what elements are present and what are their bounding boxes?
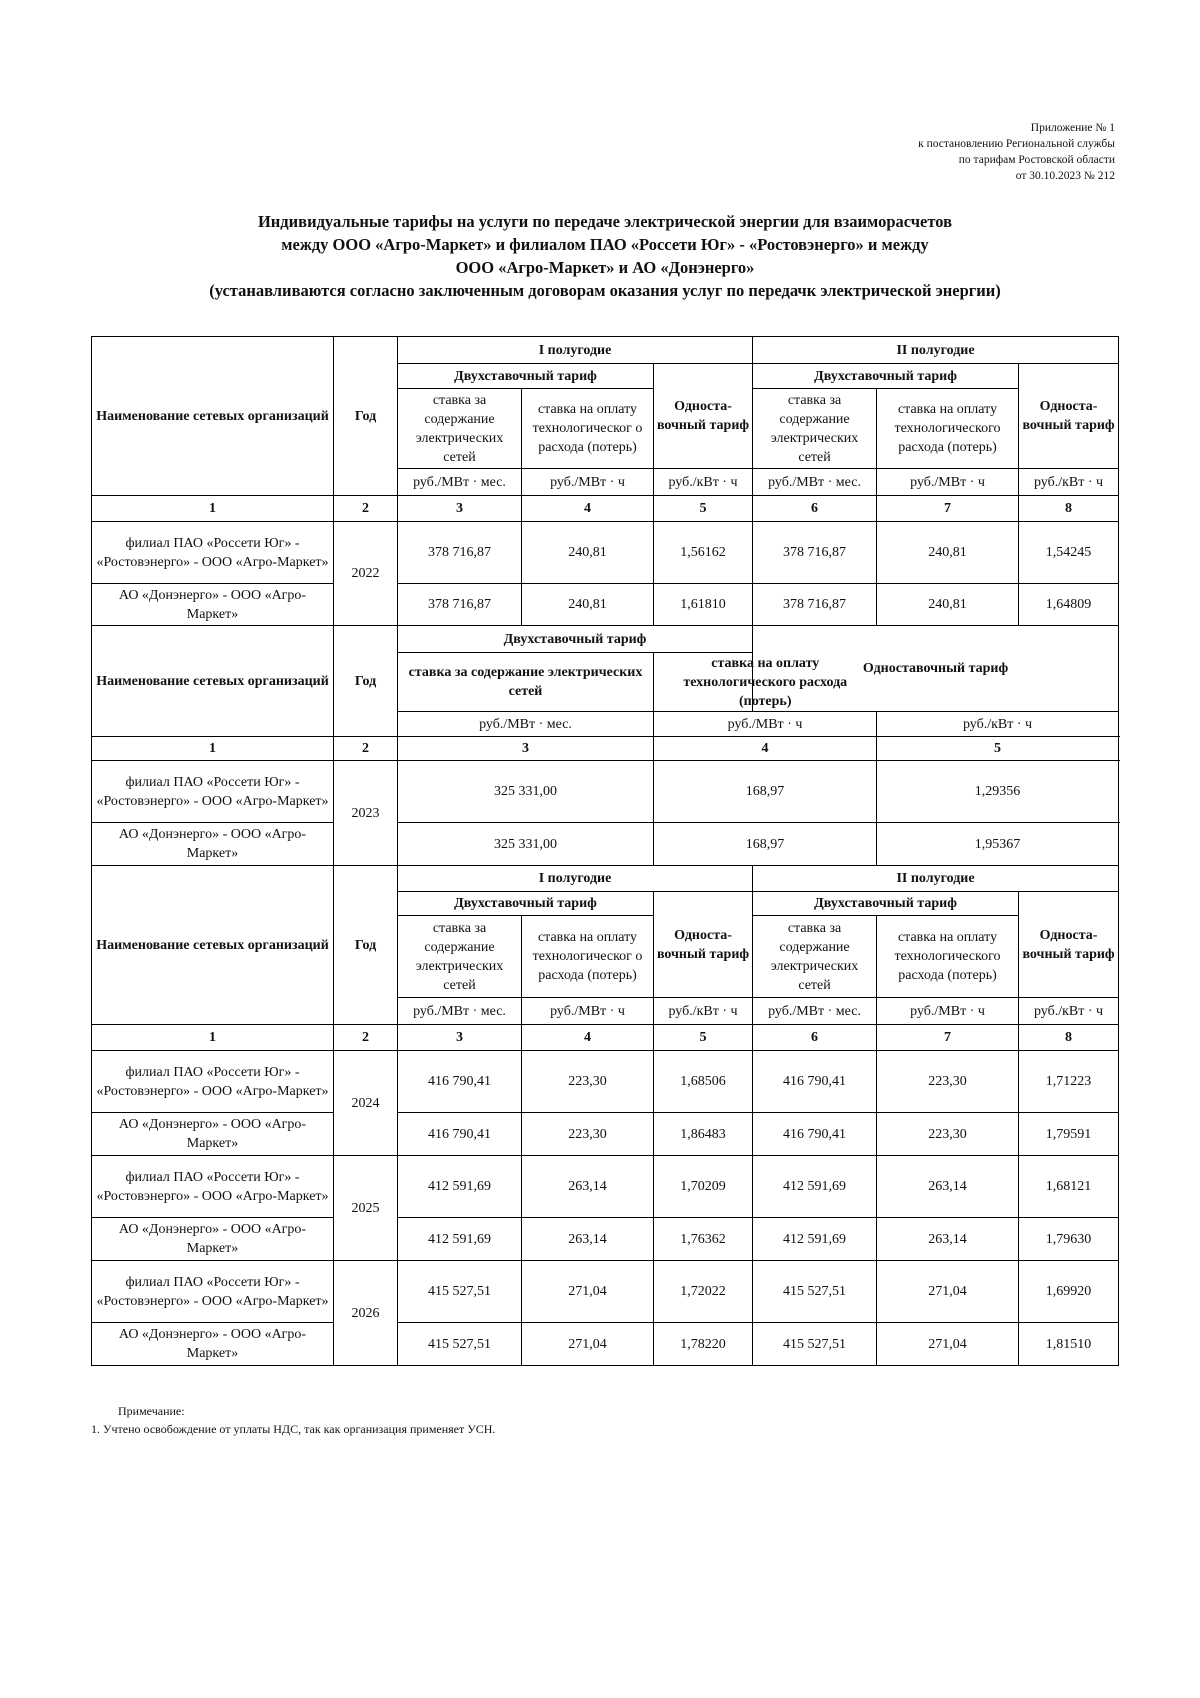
value-cell: 378 716,87 xyxy=(398,522,522,584)
org-name: АО «Донэнерго» - ООО «Агро-Маркет» xyxy=(92,1113,334,1156)
column-number: 3 xyxy=(398,496,522,522)
title-line: (устанавливаются согласно заключенным договорам оказания услуг по передачк электрической энергии) xyxy=(209,281,1001,300)
value-cell: 271,04 xyxy=(877,1323,1019,1366)
column-number: 6 xyxy=(753,496,877,522)
table-row xyxy=(92,1156,1119,1218)
column-number: 7 xyxy=(877,496,1019,522)
org-name: филиал ПАО «Россети Юг» - «Ростовэнерго» - ООО «Агро-Маркет» xyxy=(92,1156,334,1218)
column-number: 1 xyxy=(92,1025,334,1051)
header-maint-rate: ставка за содержание электрических сетей xyxy=(398,389,522,469)
value-cell: 325 331,00 xyxy=(398,823,654,866)
unit-one: руб./кВт · ч xyxy=(1019,469,1119,496)
value-cell: 271,04 xyxy=(522,1261,654,1323)
header-one-rate: Одноставочный тариф xyxy=(753,626,1119,712)
column-number: 3 xyxy=(398,1025,522,1051)
value-cell: 416 790,41 xyxy=(753,1113,877,1156)
value-cell: 415 527,51 xyxy=(398,1261,522,1323)
header-maint-rate: ставка за содержание электрических сетей xyxy=(753,916,877,998)
tariff-table xyxy=(91,336,1119,1366)
header-loss-rate: ставка на оплату технологическог о расхода (потерь) xyxy=(522,389,654,469)
unit-maint: руб./МВт · мес. xyxy=(398,712,654,737)
column-number: 5 xyxy=(654,1025,753,1051)
value-cell: 240,81 xyxy=(877,522,1019,584)
column-number: 3 xyxy=(398,737,654,761)
value-cell: 412 591,69 xyxy=(753,1156,877,1218)
header-two-rate: Двухставочный тариф xyxy=(398,892,654,916)
header-two-rate: Двухставочный тариф xyxy=(398,364,654,389)
value-cell: 1,56162 xyxy=(654,522,753,584)
unit-loss: руб./МВт · ч xyxy=(654,712,877,737)
year-cell: 2023 xyxy=(334,761,398,866)
header-half1: I полугодие xyxy=(398,337,753,364)
column-number: 8 xyxy=(1019,496,1119,522)
header-year: Год xyxy=(334,337,398,496)
value-cell: 240,81 xyxy=(877,584,1019,626)
unit-loss: руб./МВт · ч xyxy=(877,998,1019,1025)
column-number: 1 xyxy=(92,737,334,761)
table-row xyxy=(92,584,1119,626)
value-cell: 1,71223 xyxy=(1019,1051,1119,1113)
org-name: АО «Донэнерго» - ООО «Агро-Маркет» xyxy=(92,1323,334,1366)
value-cell: 240,81 xyxy=(522,522,654,584)
year-cell: 2022 xyxy=(334,522,398,626)
unit-one: руб./кВт · ч xyxy=(654,469,753,496)
value-cell: 1,70209 xyxy=(654,1156,753,1218)
year-cell: 2026 xyxy=(334,1261,398,1366)
header-year: Год xyxy=(334,626,398,737)
value-cell: 263,14 xyxy=(522,1218,654,1261)
value-cell: 378 716,87 xyxy=(398,584,522,626)
footnote xyxy=(91,1402,495,1438)
table-row xyxy=(92,522,1119,584)
year-cell: 2025 xyxy=(334,1156,398,1261)
column-number: 2 xyxy=(334,1025,398,1051)
header-maint-rate: ставка за содержание электрических сетей xyxy=(753,389,877,469)
unit-one: руб./кВт · ч xyxy=(877,712,1119,737)
unit-loss: руб./МВт · ч xyxy=(522,998,654,1025)
org-name: АО «Донэнерго» - ООО «Агро-Маркет» xyxy=(92,1218,334,1261)
appendix-line: по тарифам Ростовской области xyxy=(958,154,1115,166)
header-loss-rate: ставка на оплату технологическог о расхода (потерь) xyxy=(522,916,654,998)
unit-loss: руб./МВт · ч xyxy=(877,469,1019,496)
column-number: 7 xyxy=(877,1025,1019,1051)
value-cell: 271,04 xyxy=(522,1323,654,1366)
table-row xyxy=(92,761,1119,823)
table-row xyxy=(92,1323,1119,1366)
title-line: ООО «Агро-Маркет» и АО «Донэнерго» xyxy=(455,258,755,277)
year-cell: 2024 xyxy=(334,1051,398,1156)
header-loss-rate: ставка на оплату технологического расхода (потерь) xyxy=(877,916,1019,998)
header-one-rate: Односта-вочный тариф xyxy=(654,364,753,469)
value-cell: 240,81 xyxy=(522,584,654,626)
column-number: 5 xyxy=(877,737,1119,761)
value-cell: 1,29356 xyxy=(877,761,1119,823)
value-cell: 1,79630 xyxy=(1019,1218,1119,1261)
value-cell: 1,72022 xyxy=(654,1261,753,1323)
header-half2: II полугодие xyxy=(753,866,1119,892)
header-org-name: Наименование сетевых организаций xyxy=(92,866,334,1025)
org-name: филиал ПАО «Россети Юг» - «Ростовэнерго» - ООО «Агро-Маркет» xyxy=(92,1261,334,1323)
header-org-name: Наименование сетевых организаций xyxy=(92,626,334,737)
appendix-line: Приложение № 1 xyxy=(1030,122,1115,134)
title-line: Индивидуальные тарифы на услуги по передаче электрической энергии для взаиморасчетов xyxy=(257,212,953,231)
value-cell: 1,54245 xyxy=(1019,522,1119,584)
header-two-rate: Двухставочный тариф xyxy=(398,626,753,653)
org-name: филиал ПАО «Россети Юг» - «Ростовэнерго» - ООО «Агро-Маркет» xyxy=(92,761,334,823)
value-cell: 1,81510 xyxy=(1019,1323,1119,1366)
column-number: 6 xyxy=(753,1025,877,1051)
unit-maint: руб./МВт · мес. xyxy=(398,469,522,496)
value-cell: 415 527,51 xyxy=(398,1323,522,1366)
appendix-line: к постановлению Региональной службы xyxy=(918,138,1115,150)
value-cell: 378 716,87 xyxy=(753,522,877,584)
header-half1: I полугодие xyxy=(398,866,753,892)
unit-loss: руб./МВт · ч xyxy=(522,469,654,496)
value-cell: 1,64809 xyxy=(1019,584,1119,626)
column-number: 1 xyxy=(92,496,334,522)
table-row xyxy=(92,1113,1119,1156)
header-one-rate: Односта-вочный тариф xyxy=(1019,892,1119,998)
header-loss-rate: ставка на оплату технологического расхода (потерь) xyxy=(877,389,1019,469)
column-number: 4 xyxy=(522,496,654,522)
value-cell: 1,68506 xyxy=(654,1051,753,1113)
header-two-rate: Двухставочный тариф xyxy=(753,892,1019,916)
column-number: 2 xyxy=(334,496,398,522)
value-cell: 415 527,51 xyxy=(753,1323,877,1366)
value-cell: 412 591,69 xyxy=(398,1218,522,1261)
appendix-line: от 30.10.2023 № 212 xyxy=(1015,170,1115,182)
header-two-rate: Двухставочный тариф xyxy=(753,364,1019,389)
table-row xyxy=(92,1218,1119,1261)
column-number: 4 xyxy=(522,1025,654,1051)
value-cell: 223,30 xyxy=(522,1113,654,1156)
value-cell: 1,76362 xyxy=(654,1218,753,1261)
value-cell: 168,97 xyxy=(654,823,877,866)
value-cell: 412 591,69 xyxy=(398,1156,522,1218)
column-number: 5 xyxy=(654,496,753,522)
header-year: Год xyxy=(334,866,398,1025)
header-one-rate: Односта-вочный тариф xyxy=(654,892,753,998)
column-number: 2 xyxy=(334,737,398,761)
org-name: АО «Донэнерго» - ООО «Агро-Маркет» xyxy=(92,823,334,866)
value-cell: 1,68121 xyxy=(1019,1156,1119,1218)
value-cell: 1,95367 xyxy=(877,823,1119,866)
value-cell: 223,30 xyxy=(522,1051,654,1113)
value-cell: 412 591,69 xyxy=(753,1218,877,1261)
table-row xyxy=(92,1261,1119,1323)
value-cell: 325 331,00 xyxy=(398,761,654,823)
org-name: филиал ПАО «Россети Юг» - «Ростовэнерго» - ООО «Агро-Маркет» xyxy=(92,522,334,584)
footnote-heading: Примечание: xyxy=(118,1404,185,1418)
value-cell: 416 790,41 xyxy=(398,1051,522,1113)
unit-one: руб./кВт · ч xyxy=(654,998,753,1025)
value-cell: 271,04 xyxy=(877,1261,1019,1323)
header-maint-rate: ставка за содержание электрических сетей xyxy=(398,916,522,998)
value-cell: 416 790,41 xyxy=(753,1051,877,1113)
value-cell: 1,86483 xyxy=(654,1113,753,1156)
value-cell: 263,14 xyxy=(522,1156,654,1218)
table-row xyxy=(92,823,1119,866)
header-loss-rate: ставка на оплату технологического расхода (потерь) xyxy=(654,653,877,712)
table-row xyxy=(92,1051,1119,1113)
value-cell: 263,14 xyxy=(877,1218,1019,1261)
value-cell: 223,30 xyxy=(877,1051,1019,1113)
value-cell: 223,30 xyxy=(877,1113,1019,1156)
org-name: филиал ПАО «Россети Юг» - «Ростовэнерго» - ООО «Агро-Маркет» xyxy=(92,1051,334,1113)
value-cell: 168,97 xyxy=(654,761,877,823)
value-cell: 1,78220 xyxy=(654,1323,753,1366)
value-cell: 416 790,41 xyxy=(398,1113,522,1156)
column-number: 4 xyxy=(654,737,877,761)
value-cell: 263,14 xyxy=(877,1156,1019,1218)
value-cell: 1,79591 xyxy=(1019,1113,1119,1156)
unit-maint: руб./МВт · мес. xyxy=(398,998,522,1025)
value-cell: 1,69920 xyxy=(1019,1261,1119,1323)
appendix-reference xyxy=(918,120,1115,184)
unit-maint: руб./МВт · мес. xyxy=(753,469,877,496)
value-cell: 1,61810 xyxy=(654,584,753,626)
title-line: между ООО «Агро-Маркет» и филиалом ПАО «Россети Юг» - «Ростовэнерго» и между xyxy=(281,235,929,254)
document-title xyxy=(90,210,1120,302)
header-org-name: Наименование сетевых организаций xyxy=(92,337,334,496)
unit-maint: руб./МВт · мес. xyxy=(753,998,877,1025)
value-cell: 378 716,87 xyxy=(753,584,877,626)
unit-one: руб./кВт · ч xyxy=(1019,998,1119,1025)
header-maint-rate: ставка за содержание электрических сетей xyxy=(398,653,654,712)
header-one-rate: Односта-вочный тариф xyxy=(1019,364,1119,469)
value-cell: 415 527,51 xyxy=(753,1261,877,1323)
column-number: 8 xyxy=(1019,1025,1119,1051)
org-name: АО «Донэнерго» - ООО «Агро-Маркет» xyxy=(92,584,334,626)
header-half2: II полугодие xyxy=(753,337,1119,364)
footnote-text: 1. Учтено освобождение от уплаты НДС, так как организация применяет УСН. xyxy=(91,1422,496,1436)
